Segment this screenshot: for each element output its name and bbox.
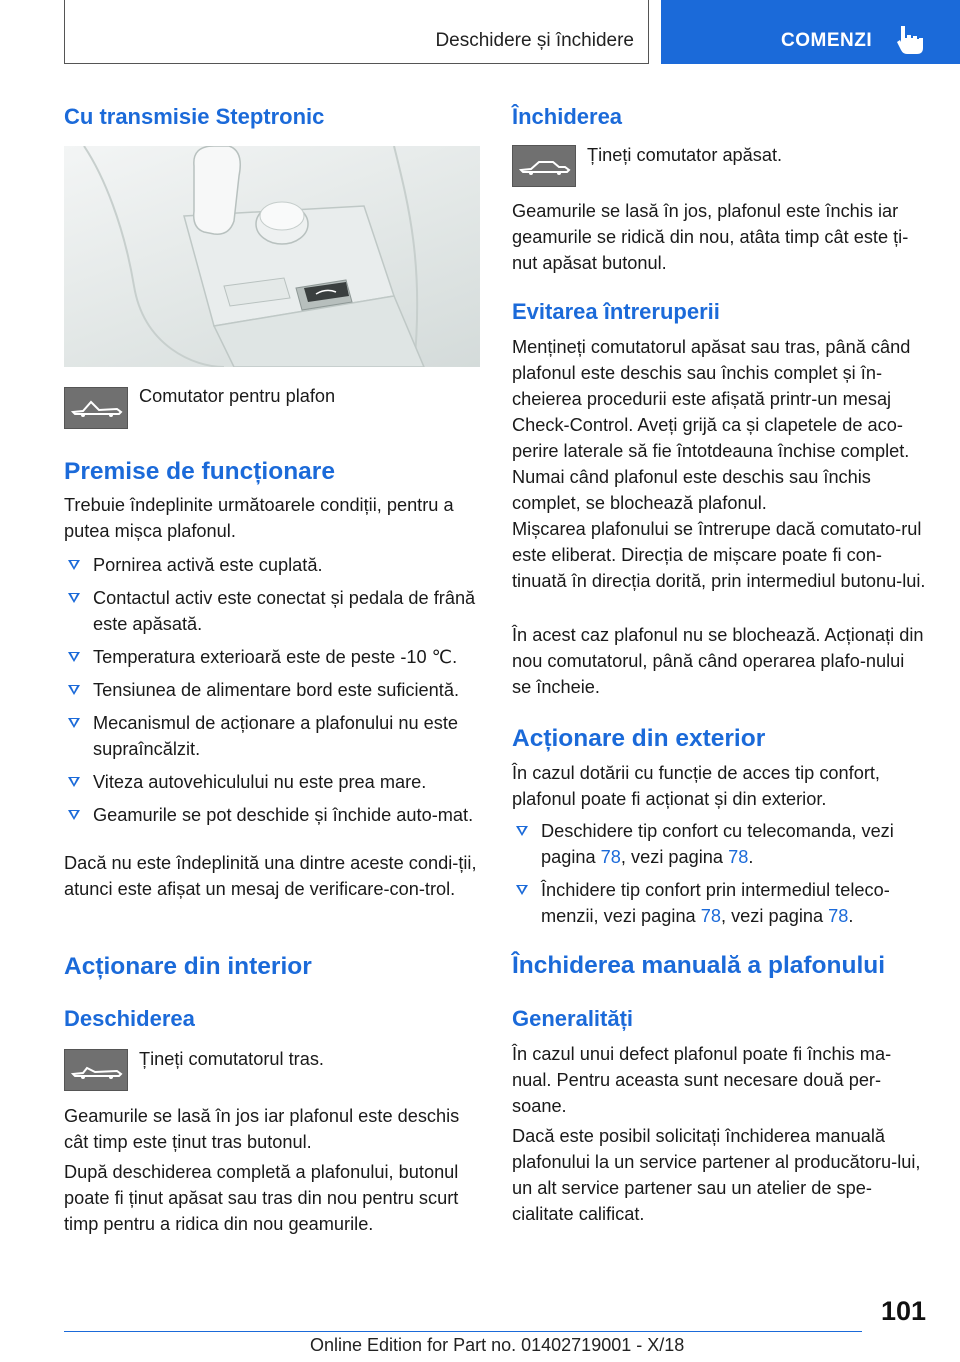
- header-chapter-label: COMENZI: [781, 30, 873, 51]
- heading-inchiderea: Închiderea: [512, 104, 623, 129]
- heading-premise: Premise de funcționare: [64, 458, 335, 485]
- heading-exterior: Acționare din exterior: [512, 725, 766, 752]
- header-section-title: Deschidere și închidere: [435, 30, 634, 51]
- evitarea-p2: Mișcarea plafonului se întrerupe dacă comutato-rul este eliberat. Direcția de mișcare poate fi con-tinuată în direcția dorită, prin intermediul butonu-lui.: [512, 519, 926, 591]
- heading-manuala: Închiderea manuală a plafonului: [512, 952, 886, 979]
- page-number: 101: [880, 1296, 926, 1326]
- heading-evitarea: Evitarea întreruperii: [512, 299, 720, 324]
- deschiderea-icon-text: Țineți comutatorul tras.: [139, 1049, 324, 1069]
- convertible-roof-icon: [64, 387, 128, 429]
- list-item: Temperatura exterioară este de peste -10 ℃.: [64, 644, 480, 670]
- exterior-list: [512, 818, 928, 929]
- list-item: Viteza autovehiculului nu este prea mare.: [64, 769, 480, 795]
- page-link[interactable]: 78: [600, 847, 621, 867]
- list-item: Contactul activ este conectat și pedala de frână este apăsată.: [64, 585, 480, 637]
- page-link[interactable]: 78: [828, 906, 849, 926]
- heading-interior: Acționare din interior: [64, 953, 312, 980]
- list-item: Geamurile se pot deschide și închide auto-mat.: [64, 802, 480, 828]
- header-section-tab: [64, 0, 649, 64]
- generalitati-p1: În cazul unui defect plafonul poate fi închis ma-nual. Pentru aceasta sunt necesare două per-soane.: [512, 1044, 892, 1116]
- generalitati-p2: Dacă este posibil solicitați închiderea manuală plafonului la un service partener al producătoru-lui, un alt service partener sau un atelier de spe-cialitate calificat.: [512, 1126, 921, 1224]
- premise-list: [64, 552, 480, 828]
- evitarea-p1: Mențineți comutatorul apăsat sau tras, până când plafonul este deschis sau închis complet și în-cheierea procedurii este afișată printr-un mesaj Check-Control. Aveți grijă ca și clapetele de aco-perire laterale să fie întotdeauna închise complet. Numai când plafonul este deschis sau închis complet, se blochează plafonul.: [512, 337, 911, 513]
- deschiderea-p2: După deschiderea completă a plafonului, butonul poate fi ținut apăsat sau tras din nou pentru scurt timp pentru a ridica din nou geamurile.: [64, 1162, 459, 1234]
- page-link[interactable]: 78: [728, 847, 749, 867]
- pointing-hand-icon: [895, 24, 925, 56]
- convertible-open-icon: [64, 1049, 128, 1091]
- heading-steptronic: Cu transmisie Steptronic: [64, 104, 325, 129]
- header-chapter-tab[interactable]: [661, 0, 960, 64]
- convertible-close-icon: [512, 145, 576, 187]
- list-item: Pornirea activă este cuplată.: [64, 552, 480, 578]
- deschiderea-p1: Geamurile se lasă în jos iar plafonul este deschis cât timp este ținut tras butonul.: [64, 1106, 460, 1152]
- premise-outro: Dacă nu este îndeplinită una dintre aceste condi-ții, atunci este afișat un mesaj de verificare-con-trol.: [64, 853, 477, 899]
- list-item: Mecanismul de acționare a plafonului nu este supraîncălzit.: [64, 710, 480, 762]
- list-item: Închidere tip confort prin intermediul teleco-menzii, vezi pagina 78, vezi pagina 78.: [512, 877, 928, 929]
- heading-deschiderea: Deschiderea: [64, 1006, 195, 1031]
- exterior-p1: În cazul dotării cu funcție de acces tip confort, plafonul poate fi acționat și din exterior.: [512, 763, 880, 809]
- premise-intro: Trebuie îndeplinite următoarele condiții, pentru a putea mișca plafonul.: [64, 495, 454, 541]
- list-item: Tensiunea de alimentare bord este suficientă.: [64, 677, 480, 703]
- heading-generalitati: Generalități: [512, 1006, 634, 1031]
- inchiderea-icon-text: Țineți comutator apăsat.: [587, 145, 783, 165]
- console-photo: [64, 146, 480, 367]
- inchiderea-p1: Geamurile se lasă în jos, plafonul este închis iar geamurile se ridică din nou, atâta timp cât este ți-nut apăsat butonul.: [512, 201, 909, 273]
- evitarea-p3: În acest caz plafonul nu se blochează. Acționați din nou comutatorul, până când operarea plafo-nului se încheie.: [512, 625, 924, 697]
- switch-caption: Comutator pentru plafon: [139, 386, 336, 406]
- footer-divider: [64, 1331, 862, 1332]
- page-link[interactable]: 78: [700, 906, 721, 926]
- list-item: Deschidere tip confort cu telecomanda, vezi pagina 78, vezi pagina 78.: [512, 818, 928, 870]
- footer-edition: Online Edition for Part no. 01402719001 - X/18: [310, 1335, 685, 1355]
